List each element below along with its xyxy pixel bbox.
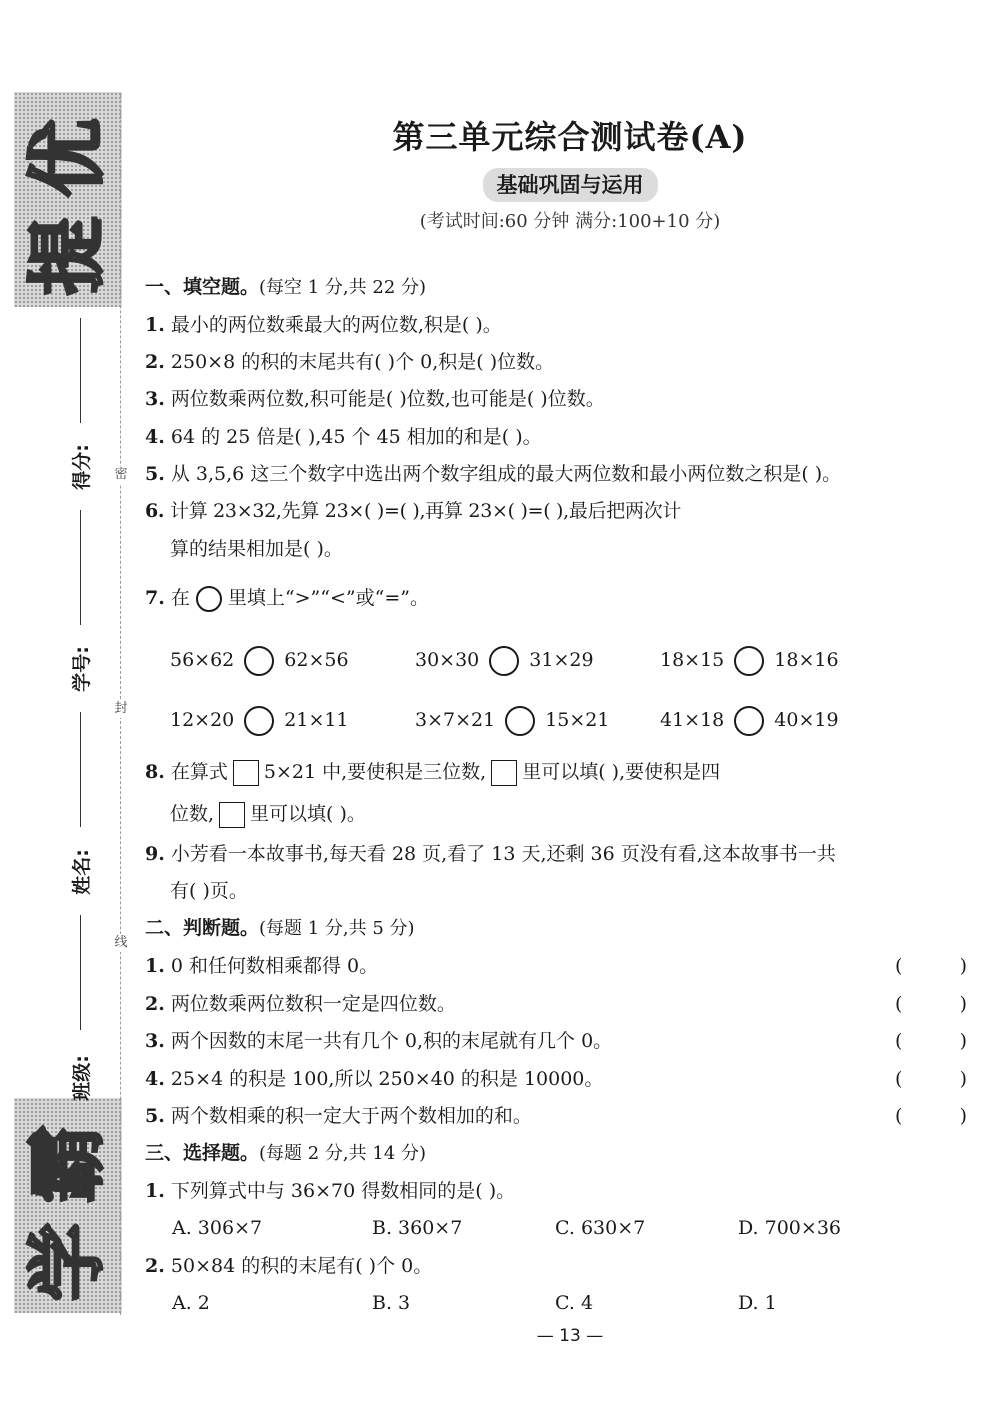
answer-parens[interactable] — [895, 1027, 967, 1055]
paren-open: ( — [895, 1068, 903, 1090]
field-line — [80, 318, 81, 423]
judge-item — [145, 952, 378, 980]
question — [145, 584, 429, 612]
question-text: 里可以填( )。 — [250, 803, 366, 825]
field-line — [80, 915, 81, 1030]
question — [145, 348, 554, 376]
section-note: (每题 1 分,共 5 分) — [259, 918, 415, 939]
question — [145, 758, 720, 786]
question-continued: 算的结果相加是( )。 — [170, 538, 343, 560]
field-line — [80, 712, 81, 827]
compare-item — [415, 704, 609, 736]
question — [145, 1177, 515, 1205]
compare-left: 3×7×21 — [415, 709, 496, 731]
question-continued — [170, 800, 366, 828]
section-title: 二、判断题。 — [145, 917, 260, 939]
question-number: 1. — [145, 314, 165, 336]
question — [145, 1252, 432, 1280]
compare-circle[interactable] — [734, 706, 764, 736]
option-d[interactable]: D. 700×36 — [738, 1217, 841, 1239]
compare-circle[interactable] — [489, 646, 519, 676]
question-text: 最小的两位数乘最大的两位数,积是( )。 — [170, 314, 502, 336]
class-label: 班级: — [71, 1055, 93, 1101]
question-number: 6. — [145, 500, 165, 522]
question-text: 25×4 的积是 100,所以 250×40 的积是 10000。 — [170, 1068, 604, 1090]
brand-badge-bottom — [14, 1098, 122, 1313]
judge-item — [145, 1065, 603, 1093]
question-text: 两个因数的末尾一共有几个 0,积的末尾就有几个 0。 — [170, 1030, 613, 1052]
question-text: 在算式 — [170, 761, 228, 783]
question-text: 5×21 中,要使积是三位数, — [263, 761, 487, 783]
compare-left: 18×15 — [660, 649, 725, 671]
answer-parens[interactable] — [895, 1065, 967, 1093]
compare-circle[interactable] — [505, 706, 535, 736]
score-label: 得分: — [71, 444, 93, 490]
question-text: 里可以填( ),要使积是四 — [522, 761, 721, 783]
question-text: 计算 23×32,先算 23×( )=( ),再算 23×( )=( ),最后把两次计 — [170, 500, 682, 522]
compare-circle[interactable] — [244, 646, 274, 676]
student-id-label: 学号: — [71, 646, 93, 692]
question-text: 250×8 的积的末尾共有( )个 0,积是( )位数。 — [170, 351, 555, 373]
paren-close: ) — [959, 955, 967, 977]
option-b[interactable]: B. 360×7 — [372, 1217, 463, 1239]
seal-char: 封 — [112, 700, 130, 718]
brand-char: 霸 — [23, 1125, 113, 1204]
question-number: 2. — [145, 351, 165, 373]
brand-badge-top — [14, 92, 122, 307]
section-heading — [145, 914, 415, 943]
option-c[interactable]: C. 630×7 — [555, 1217, 646, 1239]
subtitle-wrap — [140, 168, 1000, 202]
compare-left: 30×30 — [415, 649, 480, 671]
question-text: 位数, — [170, 803, 215, 825]
question — [145, 460, 841, 488]
seal-char: 线 — [112, 934, 130, 952]
question-text: 两位数乘两位数,积可能是( )位数,也可能是( )位数。 — [170, 388, 605, 410]
question-text: 下列算式中与 36×70 得数相同的是( )。 — [170, 1180, 516, 1202]
paren-close: ) — [959, 993, 967, 1015]
question-continued: 有( )页。 — [170, 880, 248, 902]
question — [145, 423, 542, 451]
answer-box[interactable] — [219, 802, 245, 828]
brand-char: 提 — [23, 217, 113, 296]
question-text: 小芳看一本故事书,每天看 28 页,看了 13 天,还剩 36 页没有看,这本故事书一共 — [170, 843, 836, 865]
section-note: (每题 2 分,共 14 分) — [259, 1143, 427, 1164]
answer-parens[interactable] — [895, 1102, 967, 1130]
section-note: (每空 1 分,共 22 分) — [259, 277, 427, 298]
answer-parens[interactable] — [895, 990, 967, 1018]
paren-close: ) — [959, 1105, 967, 1127]
paren-close: ) — [959, 1068, 967, 1090]
section-title: 三、选择题。 — [145, 1142, 260, 1164]
question-text: 64 的 25 倍是( ),45 个 45 相加的和是( )。 — [170, 426, 542, 448]
section-heading — [145, 1139, 426, 1168]
question-number: 5. — [145, 1105, 165, 1127]
paren-close: ) — [959, 1030, 967, 1052]
question-number: 7. — [145, 587, 165, 609]
option-b[interactable]: B. 3 — [372, 1292, 411, 1314]
question-number: 5. — [145, 463, 165, 485]
judge-item — [145, 990, 456, 1018]
name-label: 姓名: — [71, 849, 93, 895]
question — [145, 385, 605, 413]
field-line — [80, 510, 81, 625]
question-number: 4. — [145, 426, 165, 448]
question-number: 8. — [145, 761, 165, 783]
paren-open: ( — [895, 1105, 903, 1127]
question-number: 3. — [145, 388, 165, 410]
question-number: 4. — [145, 1068, 165, 1090]
question-text: 50×84 的积的末尾有( )个 0。 — [170, 1255, 433, 1277]
answer-box[interactable] — [491, 760, 517, 786]
question — [145, 497, 681, 525]
compare-left: 56×62 — [170, 649, 235, 671]
brand-char: 学 — [23, 1223, 113, 1302]
question-number: 3. — [145, 1030, 165, 1052]
compare-right: 18×16 — [774, 649, 839, 671]
option-a[interactable]: A. 306×7 — [172, 1217, 263, 1239]
page-title: 第三单元综合测试卷(A) — [392, 118, 748, 156]
option-a[interactable]: A. 2 — [172, 1292, 210, 1314]
answer-box[interactable] — [233, 760, 259, 786]
seal-char: 密 — [112, 466, 130, 484]
question-number: 1. — [145, 1180, 165, 1202]
compare-right: 31×29 — [529, 649, 594, 671]
paren-open: ( — [895, 993, 903, 1015]
compare-circle[interactable] — [244, 706, 274, 736]
compare-item — [170, 644, 349, 676]
judge-item — [145, 1027, 612, 1055]
compare-item — [660, 704, 839, 736]
circle-symbol-icon — [196, 586, 222, 612]
compare-left: 41×18 — [660, 709, 725, 731]
compare-right: 15×21 — [545, 709, 610, 731]
question-text: 从 3,5,6 这三个数字中选出两个数字组成的最大两位数和最小两位数之积是( )。 — [170, 463, 842, 485]
question-text: 两个数相乘的积一定大于两个数相加的和。 — [170, 1105, 532, 1127]
question-text: 在 — [170, 587, 190, 609]
question-number: 9. — [145, 843, 165, 865]
option-d[interactable]: D. 1 — [738, 1292, 777, 1314]
question — [145, 840, 836, 868]
subtitle-badge: 基础巩固与运用 — [483, 168, 658, 202]
compare-circle[interactable] — [734, 646, 764, 676]
paren-open: ( — [895, 1030, 903, 1052]
section-heading — [145, 273, 426, 302]
compare-item — [660, 644, 839, 676]
paren-open: ( — [895, 955, 903, 977]
exam-info: (考试时间:60 分钟 满分:100+10 分) — [419, 211, 721, 232]
brand-char: 优 — [23, 119, 113, 198]
compare-item — [170, 704, 349, 736]
compare-left: 12×20 — [170, 709, 235, 731]
question-number: 2. — [145, 993, 165, 1015]
answer-parens[interactable] — [895, 952, 967, 980]
question-text: 里填上“>”“<”或“=”。 — [227, 587, 429, 609]
question-number: 2. — [145, 1255, 165, 1277]
compare-right: 21×11 — [284, 709, 349, 731]
question — [145, 311, 502, 339]
question-text: 0 和任何数相乘都得 0。 — [170, 955, 379, 977]
page-number: — 13 — — [536, 1326, 604, 1346]
question-number: 1. — [145, 955, 165, 977]
compare-item — [415, 644, 594, 676]
compare-right: 62×56 — [284, 649, 349, 671]
option-c[interactable]: C. 4 — [555, 1292, 594, 1314]
judge-item — [145, 1102, 532, 1130]
question-text: 两位数乘两位数积一定是四位数。 — [170, 993, 456, 1015]
compare-right: 40×19 — [774, 709, 839, 731]
section-title: 一、填空题。 — [145, 276, 260, 298]
